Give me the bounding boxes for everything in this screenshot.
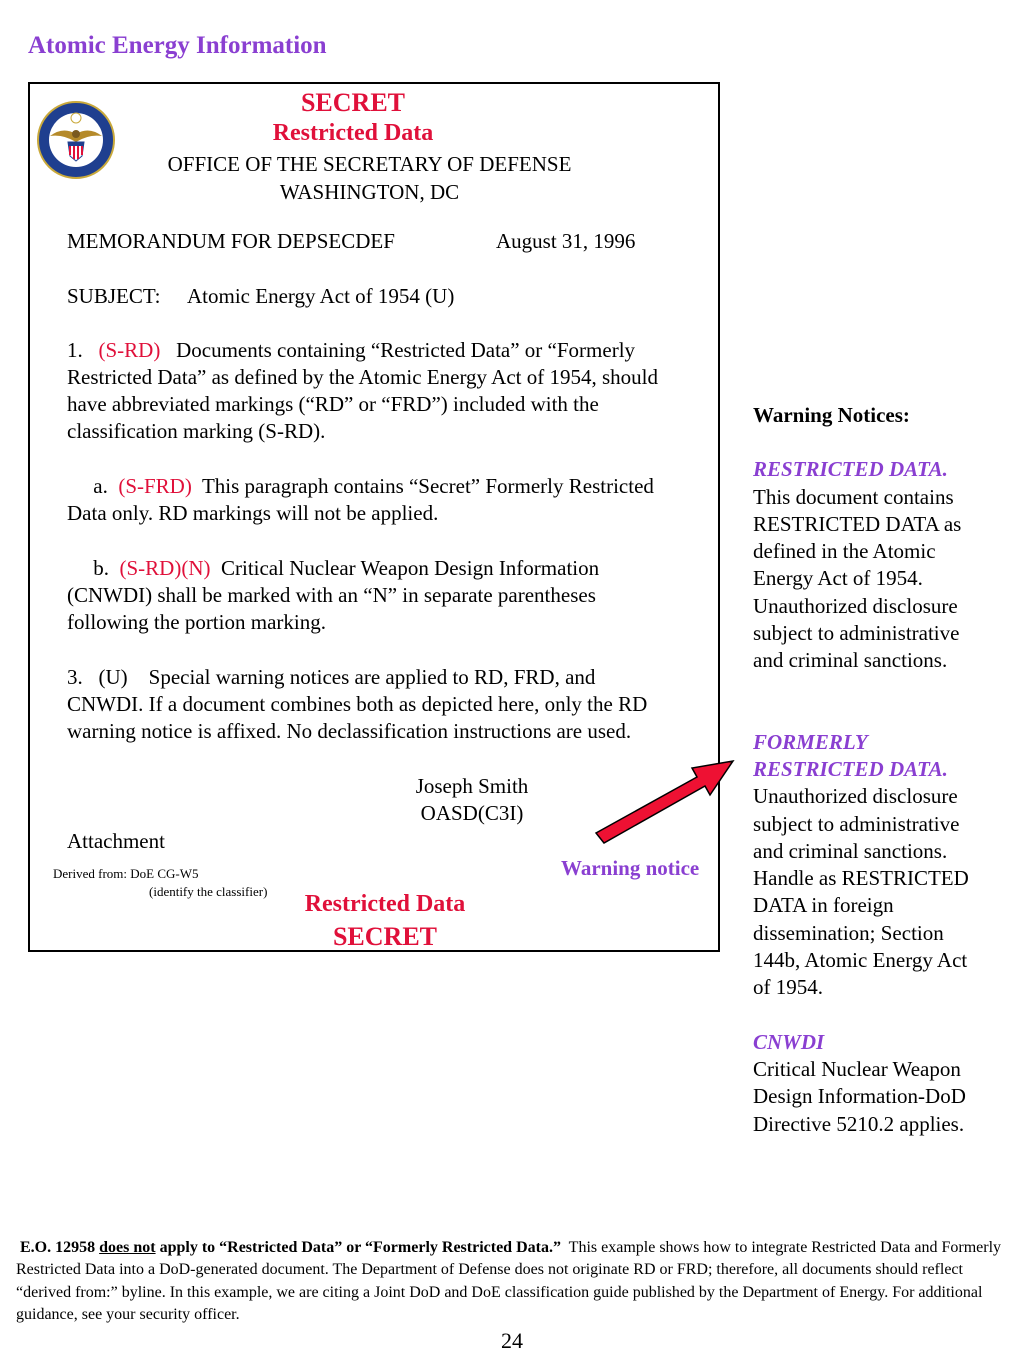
para-line: (CNWDI) shall be marked with an “N” in separate parentheses [67,583,596,607]
para-line: This paragraph contains “Secret” Formerly Restricted [201,474,654,498]
frd-title: RESTRICTED DATA. [753,756,948,781]
portion-marking: (S-FRD) [118,474,192,498]
para-number: b. [93,556,109,580]
memo-for: MEMORANDUM FOR DEPSECDEF [67,229,395,253]
memo-date: August 31, 1996 [496,229,636,253]
rd-line: subject to administrative [753,621,960,646]
bottom-classification: SECRET [332,922,438,951]
rd-title: RESTRICTED DATA. [753,457,948,482]
cnwdi-line: Design Information-DoD [753,1084,966,1109]
para-number: 1. [67,338,83,362]
portion-marking: (U) [98,665,128,689]
subject-text: Atomic Energy Act of 1954 (U) [187,284,455,308]
frd-line: Unauthorized disclosure [753,784,958,809]
top-classification: SECRET [300,88,406,117]
para-number: 3. [67,665,83,689]
callout-arrow-icon [590,755,740,855]
frd-line: subject to administrative [753,811,960,836]
warning-notice-callout: Warning notice [561,856,700,880]
footer-note [16,1237,1006,1327]
rd-line: and criminal sanctions. [753,648,948,673]
para-line: Critical Nuclear Weapon Design Information [220,556,600,580]
top-caveat: Restricted Data [272,120,434,146]
frd-line: 144b, Atomic Energy Act [753,948,968,973]
warning-notices-panel [753,402,1013,1138]
para-line: Restricted Data” as defined by the Atomic Energy Act of 1954, should [67,365,658,389]
signer-office: OASD(C3I) [420,801,524,825]
bottom-caveat: Restricted Data [304,891,466,917]
identify-classifier: (identify the classifier) [149,884,268,899]
attachment-label: Attachment [67,829,165,853]
footer-text: This example shows how to integrate Restricted Data and Formerly Restricted Data into a DoD-generated document. The Department of Defense does not originate RD or FRD; therefore, all documents should reflect “derived from:” byline. In this example, we are citing a Joint DoD and DoE classification guide published by the Department of Energy. For additional guidance, see your security officer. [16,1239,1002,1324]
para-line: warning notice is affixed. No declassification instructions are used. [67,719,632,743]
cnwdi-line: Critical Nuclear Weapon [753,1056,961,1081]
rd-line: defined in the Atomic [753,539,936,564]
portion-marking: (S-RD) [98,338,161,362]
frd-title: FORMERLY [753,729,868,754]
frd-line: dissemination; Section [753,920,944,945]
sidebar-heading: Warning Notices: [753,403,910,427]
rd-line: Unauthorized disclosure [753,593,958,618]
para-line: have abbreviated markings (“RD” or “FRD”) included with the [67,392,599,416]
para-line: Documents containing “Restricted Data” or “Formerly [176,338,636,362]
frd-line: Handle as RESTRICTED [753,866,969,891]
frd-line: of 1954. [753,975,823,1000]
paragraph-1 [67,337,658,445]
rd-line: RESTRICTED DATA as [753,511,962,536]
para-line: Data only. RD markings will not be applied. [67,501,439,525]
cnwdi-title: CNWDI [753,1029,825,1054]
office-location: WASHINGTON, DC [279,180,460,204]
derived-from: Derived from: DoE CG-W5 [53,866,199,881]
paragraph-a [67,473,654,527]
page-title: Atomic Energy Information [28,32,327,59]
para-line: classification marking (S-RD). [67,419,326,443]
signer-name: Joseph Smith [415,774,529,798]
footer-does-not: does not [99,1239,156,1256]
para-number: a. [93,474,108,498]
cnwdi-line: Directive 5210.2 applies. [753,1111,965,1136]
paragraph-3 [67,664,647,745]
portion-marking: (S-RD)(N) [119,556,211,580]
frd-line: and criminal sanctions. [753,838,948,863]
rd-line: This document contains [753,484,954,509]
para-line: Special warning notices are applied to RD, FRD, and [148,665,596,689]
footer-bold-text: apply to “Restricted Data” or “Formerly Restricted Data.” [159,1239,561,1256]
para-line: CNWDI. If a document combines both as depicted here, only the RD [67,692,648,716]
subject-label: SUBJECT: [67,284,161,308]
para-line: following the portion marking. [67,610,326,634]
frd-line: DATA in foreign [753,893,894,918]
footer-eo: E.O. 12958 [20,1239,96,1256]
office-name: OFFICE OF THE SECRETARY OF DEFENSE [167,152,572,176]
rd-line: Energy Act of 1954. [753,566,923,591]
paragraph-b [67,555,599,636]
page-number: 24 [501,1328,523,1353]
